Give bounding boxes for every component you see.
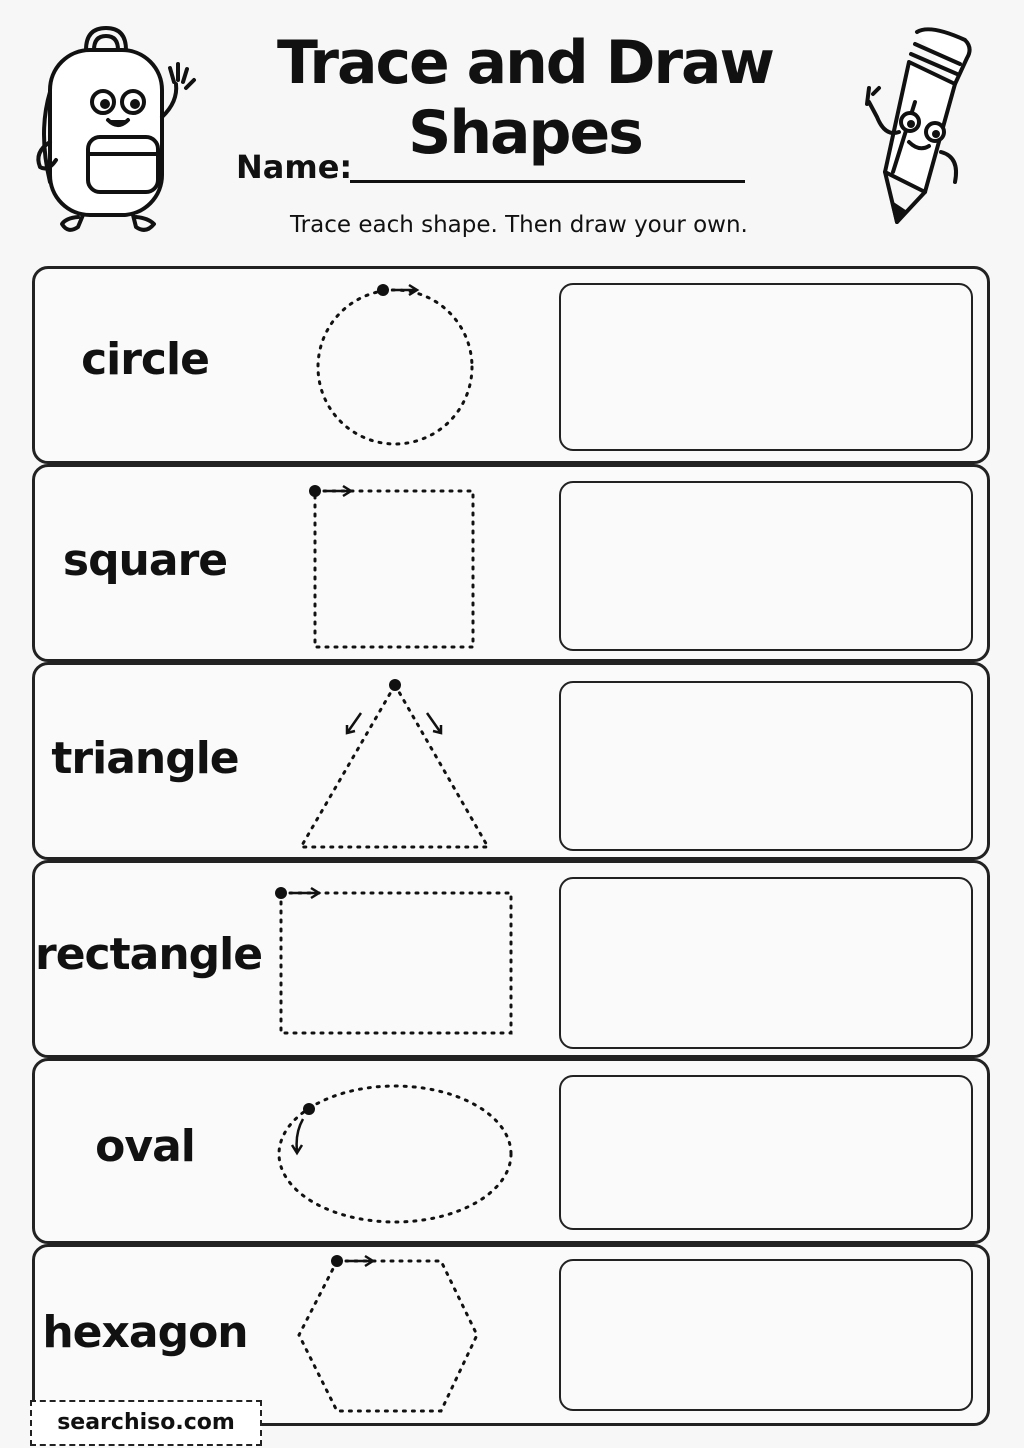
shape-row-square <box>32 464 990 662</box>
shape-label: square <box>62 535 228 586</box>
shape-label: hexagon <box>42 1307 248 1358</box>
shape-row-circle <box>32 266 990 464</box>
shape-label: triangle <box>51 733 239 784</box>
triangle-trace-shape[interactable] <box>265 665 525 863</box>
shape-row-rectangle <box>32 860 990 1058</box>
shape-row-triangle <box>32 662 990 860</box>
draw-box[interactable] <box>559 1075 973 1230</box>
name-label: Name: <box>236 148 353 186</box>
shape-row-oval <box>32 1058 990 1244</box>
footer-watermark: searchiso.com <box>30 1400 262 1446</box>
backpack-mascot-icon <box>28 22 198 237</box>
pencil-mascot-icon <box>855 22 980 232</box>
draw-box[interactable] <box>559 283 973 451</box>
square-trace-shape[interactable] <box>265 467 525 665</box>
name-input-line[interactable] <box>350 180 745 183</box>
draw-box[interactable] <box>559 1259 973 1411</box>
hexagon-trace-shape[interactable] <box>265 1247 525 1429</box>
shape-label: oval <box>95 1121 195 1172</box>
instructions: Trace each shape. Then draw your own. <box>290 212 748 238</box>
shape-label: rectangle <box>35 929 263 980</box>
rectangle-trace-shape[interactable] <box>265 863 525 1061</box>
draw-box[interactable] <box>559 681 973 851</box>
page-title: Trace and Draw Shapes <box>277 28 773 168</box>
circle-trace-shape[interactable] <box>265 269 525 467</box>
draw-box[interactable] <box>559 481 973 651</box>
shape-label: circle <box>81 334 209 385</box>
draw-box[interactable] <box>559 877 973 1049</box>
oval-trace-shape[interactable] <box>265 1061 525 1247</box>
shape-row-hexagon <box>32 1244 990 1426</box>
